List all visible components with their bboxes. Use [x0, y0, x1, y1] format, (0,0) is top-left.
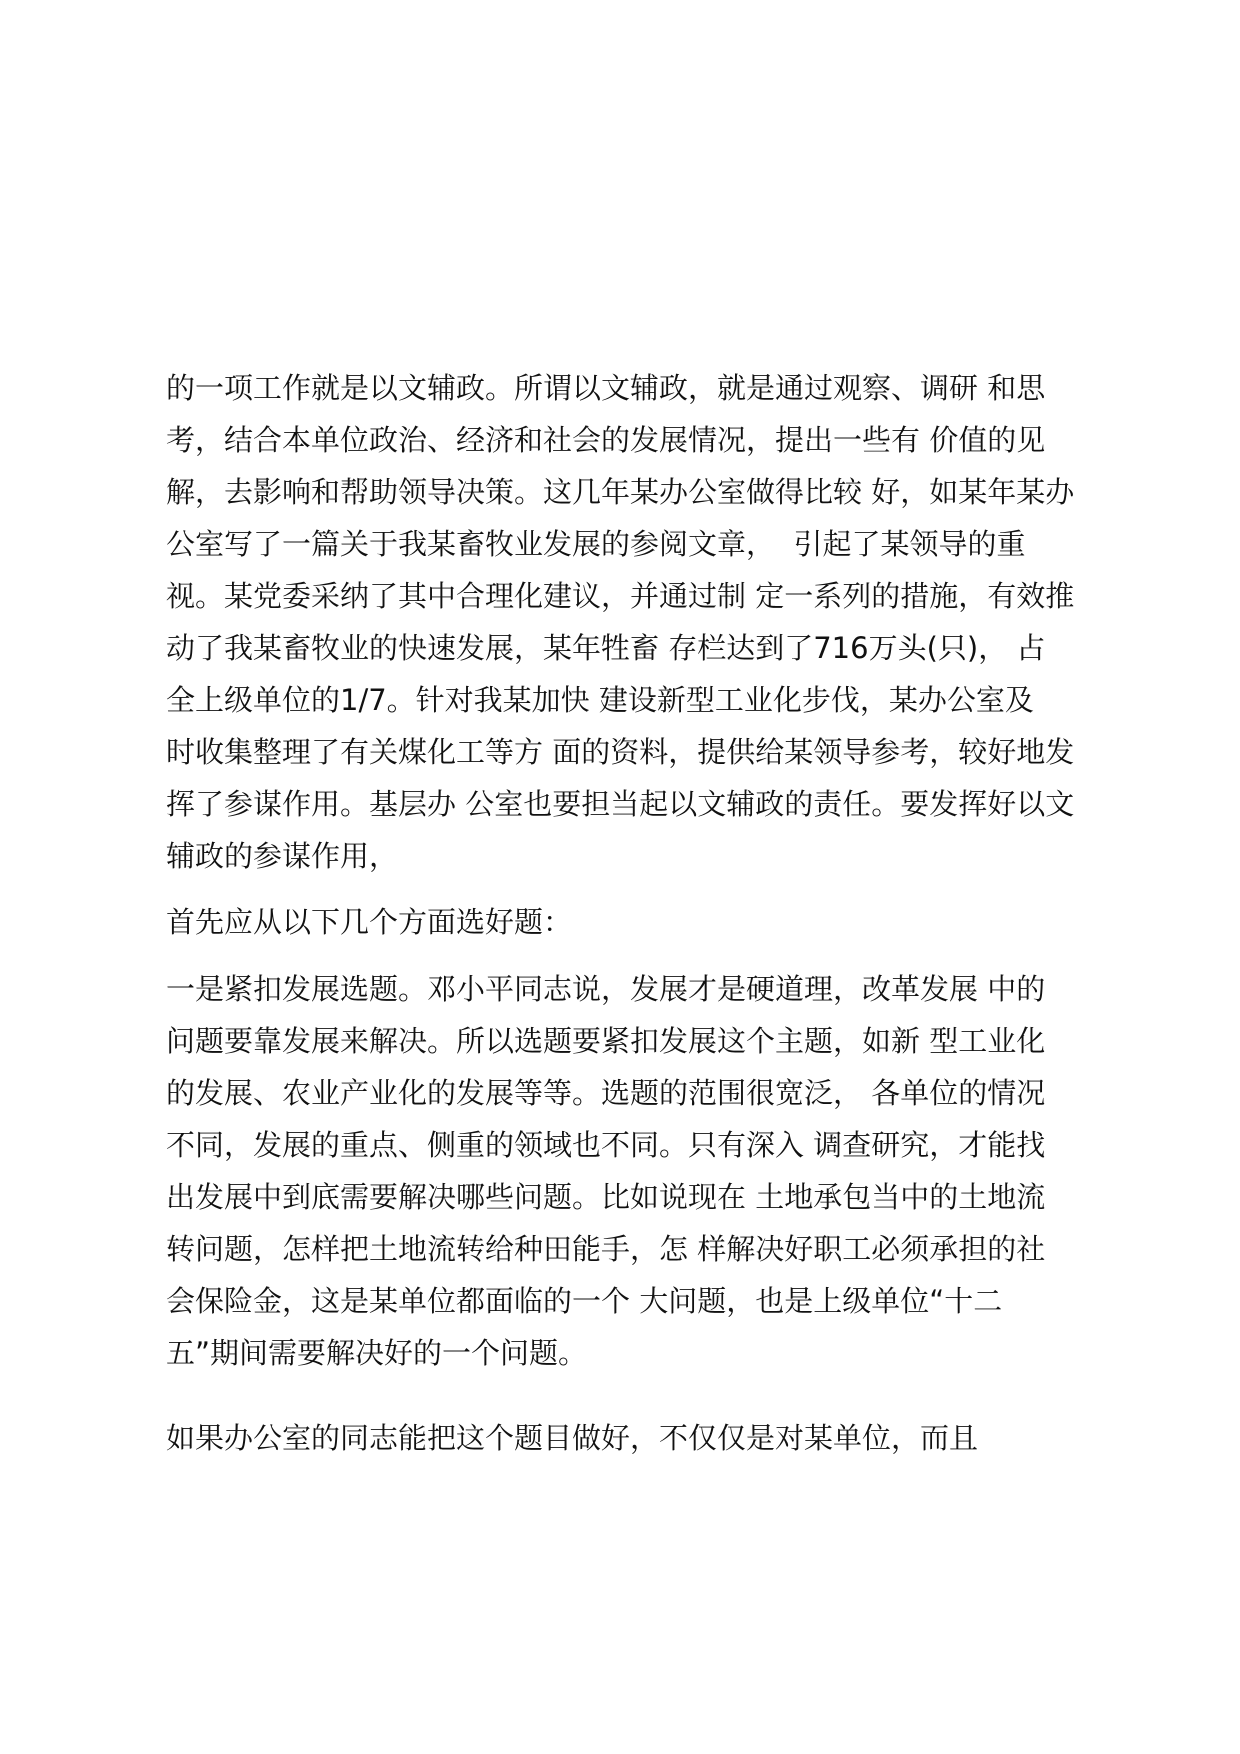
- text-line: 出发展中到底需要解决哪些问题。比如说现在 土地承包当中的土地流: [166, 1180, 1046, 1214]
- text-line: 考，结合本单位政治、经济和社会的发展情况，提出一些有 价值的见: [166, 423, 1046, 457]
- text-line: 一是紧扣发展选题。邓小平同志说，发展才是硬道理，改革发展 中的: [166, 972, 1046, 1006]
- text-line: 的发展、农业产业化的发展等等。选题的范围很宽泛， 各单位的情况: [166, 1076, 1046, 1110]
- text-line: 五”期间需要解决好的一个问题。: [166, 1336, 588, 1370]
- text-line: 会保险金，这是某单位都面临的一个 大问题，也是上级单位“十二: [166, 1284, 1003, 1318]
- paragraph-2: [166, 896, 1126, 948]
- text-line: 解，去影响和帮助领导决策。这几年某办公室做得比较 好，如某年某办: [166, 475, 1075, 509]
- text-line: 公室写了一篇关于我某畜牧业发展的参阅文章， 引起了某领导的重: [166, 527, 1026, 561]
- text-line: 首先应从以下几个方面选好题：: [166, 905, 573, 939]
- text-line: 挥了参谋作用。基层办 公室也要担当起以文辅政的责任。要发挥好以文: [166, 787, 1075, 821]
- text-line: 不同，发展的重点、侧重的领域也不同。只有深入 调查研究，才能找: [166, 1128, 1046, 1162]
- text-line: 全上级单位的1/7。针对我某加快 建设新型工业化步伐，某办公室及: [166, 683, 1034, 717]
- text-line: 如果办公室的同志能把这个题目做好，不仅仅是对某单位，而且: [166, 1421, 979, 1455]
- text-line: 转问题，怎样把土地流转给种田能手，怎 样解决好职工必须承担的社: [166, 1232, 1046, 1266]
- paragraph-4: [166, 1412, 1126, 1464]
- paragraph-3: [166, 963, 1126, 1379]
- text-line: 时收集整理了有关煤化工等方 面的资料，提供给某领导参考，较好地发: [166, 735, 1075, 769]
- paragraph-1: [166, 362, 1126, 882]
- text-line: 动了我某畜牧业的快速发展，某年牲畜 存栏达到了716万头(只)， 占: [166, 631, 1046, 665]
- text-line: 问题要靠发展来解决。所以选题要紧扣发展这个主题，如新 型工业化: [166, 1024, 1046, 1058]
- text-line: 视。某党委采纳了其中合理化建议，并通过制 定一系列的措施，有效推: [166, 579, 1075, 613]
- text-line: 的一项工作就是以文辅政。所谓以文辅政，就是通过观察、调研 和思: [166, 371, 1046, 405]
- text-line: 辅政的参谋作用，: [166, 839, 399, 873]
